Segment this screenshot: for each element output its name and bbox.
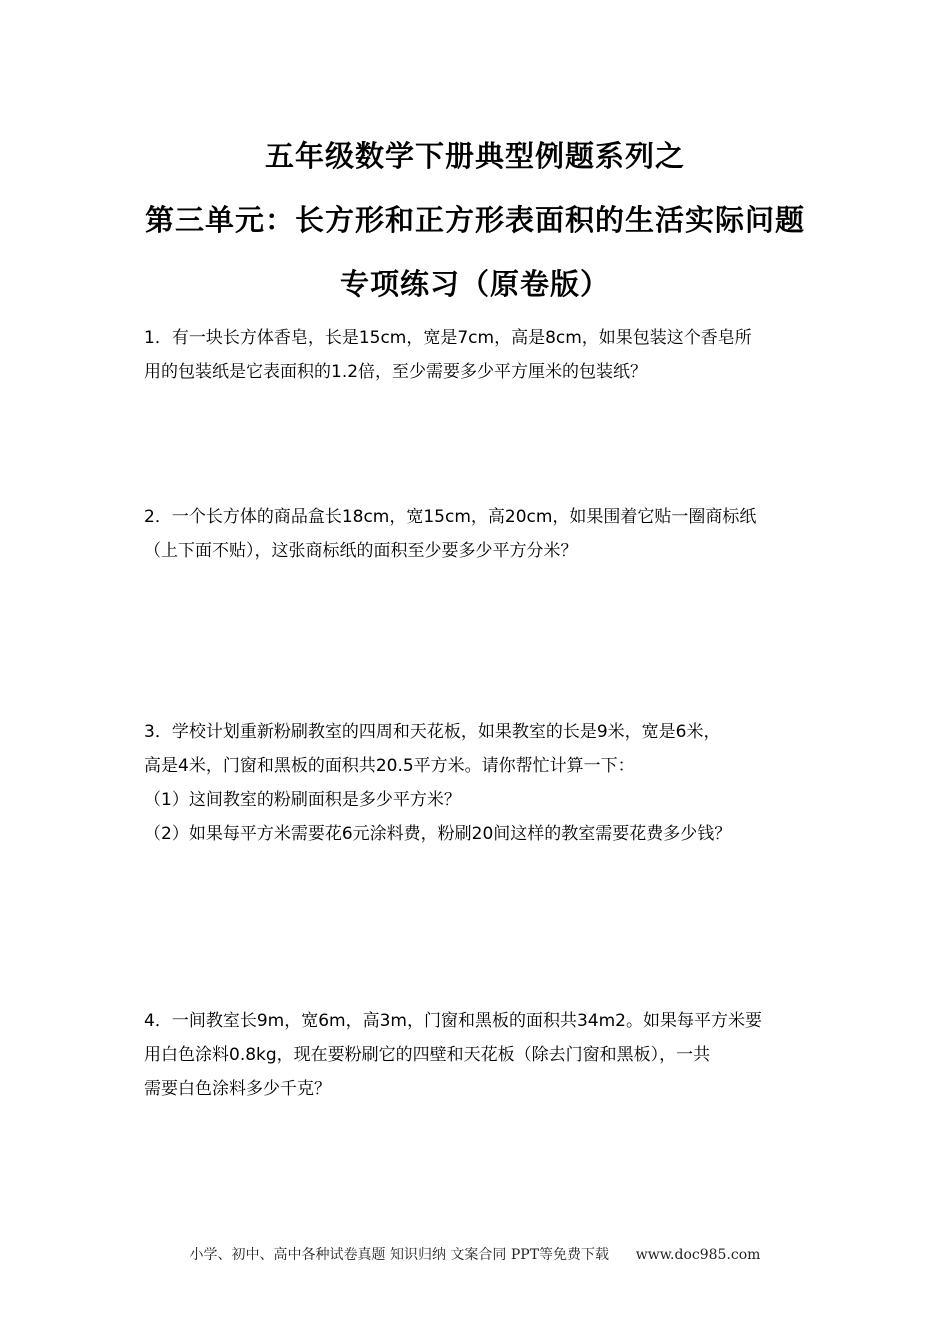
unit-title: 第三单元：长方形和正方形表面积的生活实际问题 xyxy=(144,203,805,237)
question-2-line: （上下面不贴），这张商标纸的面积至少要多少平方分米？ xyxy=(144,541,578,561)
question-2 xyxy=(144,500,824,568)
question-3-line: 高是4米，门窗和黑板的面积共20.5平方米。请你帮忙计算一下： xyxy=(144,756,635,776)
question-1-line: 1．有一块长方体香皂，长是15cm，宽是7cm，高是8cm，如果包装这个香皂所 xyxy=(144,328,752,348)
question-4-line: 用白色涂料0.8kg，现在要粉刷它的四壁和天花板（除去门窗和黑板），一共 xyxy=(144,1045,711,1065)
question-4 xyxy=(144,1004,824,1106)
question-3-subquestion-2: （2）如果每平方米需要花6元涂料费，粉刷20间这样的教室需要花费多少钱？ xyxy=(144,824,732,844)
footer-text: 小学、初中、高中各种试卷真题 知识归纳 文案合同 PPT等免费下载 xyxy=(189,1247,610,1263)
page-footer xyxy=(0,1244,950,1264)
question-1-line: 用的包装纸是它表面积的1.2倍，至少需要多少平方厘米的包装纸？ xyxy=(144,362,648,382)
question-4-line: 4．一间教室长9m，宽6m，高3m，门窗和黑板的面积共34m2。如果每平方米要 xyxy=(144,1011,762,1031)
exercise-subtitle: 专项练习（原卷版） xyxy=(339,267,610,301)
question-3-subquestion-1: （1）这间教室的粉刷面积是多少平方米？ xyxy=(144,790,461,810)
question-4-line: 需要白色涂料多少千克？ xyxy=(144,1079,331,1099)
footer-url[interactable]: www.doc985.com xyxy=(635,1247,761,1263)
document-title: 五年级数学下册典型例题系列之 xyxy=(264,139,685,173)
question-1 xyxy=(144,321,824,389)
question-3 xyxy=(144,715,824,851)
question-2-line: 2．一个长方体的商品盒长18cm，宽15cm，高20cm，如果围着它贴一圈商标纸 xyxy=(144,507,757,527)
question-3-line: 3．学校计划重新粉刷教室的四周和天花板，如果教室的长是9米，宽是6米， xyxy=(144,722,721,742)
